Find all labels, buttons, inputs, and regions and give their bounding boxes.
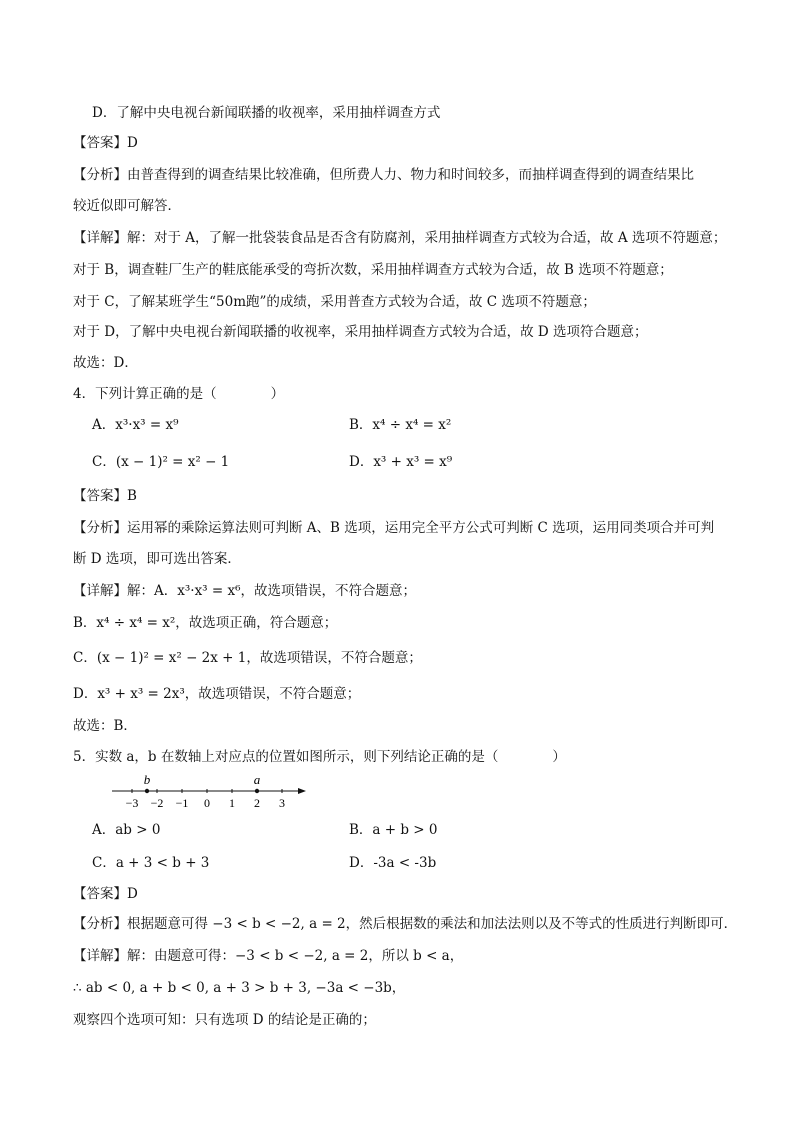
q4-analysis-line-2: 断 D 选项，即可选出答案． (73, 551, 241, 567)
q3-answer: 【答案】D (73, 135, 138, 151)
q5-option-a: A．ab > 0 (92, 822, 161, 838)
q4-conclusion: 故选：B． (73, 718, 137, 734)
q5-option-c: C．a + 3 < b + 3 (92, 855, 210, 871)
q3-detail-line-2: 对于 B，调查鞋厂生产的鞋底能承受的弯折次数，采用抽样调查方式较为合适，故 B 选项不符题意； (73, 262, 673, 278)
q3-option-d: D．了解中央电视台新闻联播的收视率，采用抽样调查方式 (92, 105, 441, 121)
number-line-tick-label: −2 (150, 796, 164, 810)
q5-option-b: B．a + b > 0 (349, 822, 438, 838)
q3-detail-line-4: 对于 D，了解中央电视台新闻联播的收视率，采用抽样调查方式较为合适，故 D 选项符合题意； (73, 324, 648, 340)
number-line-figure (110, 772, 310, 812)
q5-answer: 【答案】D (73, 886, 138, 902)
q4-detail-line-4: D．x³ + x³ = 2x³，故选项错误，不符合题意； (73, 686, 361, 702)
number-line-tick-label: 1 (229, 796, 235, 810)
number-line-arrow (298, 788, 306, 794)
point-b-label: b (143, 772, 151, 787)
q4-option-b: B．x⁴ ÷ x⁴ = x² (349, 417, 452, 433)
q4-analysis-line-1: 【分析】运用幂的乘除运算法则可判断 A、B 选项，运用完全平方公式可判断 C 选项，运用同类项合并可判 (73, 520, 715, 536)
q4-option-a: A．x³·x³ = x⁹ (92, 417, 179, 433)
q5-detail-line-1: 【详解】解：由题意可得：−3 < b < −2, a = 2，所以 b < a， (73, 948, 464, 964)
q5-detail-line-2: ∴ ab < 0, a + b < 0, a + 3 > b + 3, −3a < −3b， (73, 980, 406, 996)
q3-analysis-line-2: 较近似即可解答． (73, 198, 181, 214)
number-line-tick-label: 0 (204, 796, 210, 810)
q3-conclusion: 故选：D． (73, 355, 138, 371)
q4-detail-line-2: B．x⁴ ÷ x⁴ = x²，故选项正确，符合题意； (73, 615, 338, 631)
point-a (255, 789, 259, 793)
q3-analysis-line-1: 【分析】由普查得到的调查结果比较准确，但所费人力、物力和时间较多，而抽样调查得到的调查结果比 (73, 167, 694, 183)
q5-stem: 5．实数 a，b 在数轴上对应点的位置如图所示，则下列结论正确的是（ ） (73, 749, 566, 765)
q3-detail-line-1: 【详解】解：对于 A，了解一批袋装食品是否含有防腐剂，采用抽样调查方式较为合适，故 A 选项不符题意； (73, 230, 727, 246)
number-line-tick-label: −3 (125, 796, 139, 810)
q5-detail-line-3: 观察四个选项可知：只有选项 D 的结论是正确的； (73, 1012, 376, 1028)
q4-detail-line-1: 【详解】解：A．x³·x³ = x⁶，故选项错误，不符合题意； (73, 583, 417, 599)
point-b (145, 789, 149, 793)
number-line-tick-label: 3 (279, 796, 285, 810)
q4-answer: 【答案】B (73, 488, 137, 504)
number-line-ticks (126, 789, 285, 810)
q4-option-c: C．(x − 1)² = x² − 1 (92, 454, 230, 470)
q4-stem: 4．下列计算正确的是（ ） (73, 386, 285, 402)
point-a-label: a (253, 772, 261, 787)
q3-detail-line-3: 对于 C，了解某班学生“50m跑”的成绩，采用普查方式较为合适，故 C 选项不符题意； (73, 294, 596, 310)
q4-detail-line-3: C．(x − 1)² = x² − 2x + 1，故选项错误，不符合题意； (73, 650, 422, 666)
q4-option-d: D．x³ + x³ = x⁹ (349, 454, 453, 470)
q5-option-d: D．-3a < -3b (349, 855, 437, 871)
number-line-tick-label: −1 (175, 796, 189, 810)
number-line-tick-label: 2 (254, 796, 260, 810)
q5-analysis: 【分析】根据题意可得 −3 < b < −2, a = 2，然后根据数的乘法和加法法则以及不等式的性质进行判断即可． (73, 916, 738, 932)
